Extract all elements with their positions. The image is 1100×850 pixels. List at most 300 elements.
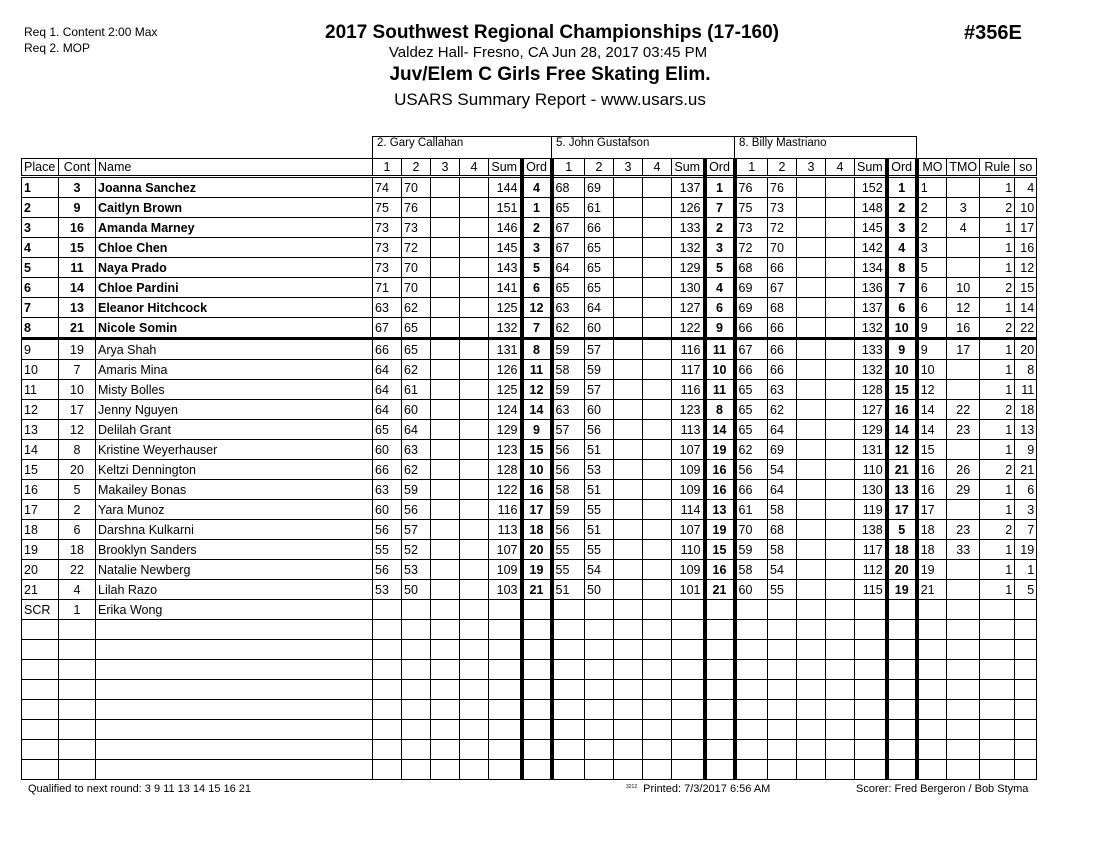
empty-row: [22, 720, 1037, 740]
judge1-m4-cell: [460, 620, 489, 640]
judge2-sum-cell: 129: [672, 258, 705, 278]
results-table: [21, 136, 1037, 780]
tmo-cell: [947, 700, 980, 720]
judge1-m2-cell: 76: [402, 198, 431, 218]
judge2-ord-cell: [705, 600, 735, 620]
judge1-sum-cell: 132: [489, 318, 522, 339]
judge2-m1-cell: 63: [552, 298, 585, 318]
event-number: #356E: [964, 22, 1022, 44]
judge3-m4-cell: [826, 460, 855, 480]
mo-cell: 5: [917, 258, 947, 278]
judge3-m1-cell: 69: [735, 298, 768, 318]
judge2-m2-cell: 60: [585, 400, 614, 420]
judge1-m2-cell: 56: [402, 500, 431, 520]
judge1-m1-cell: 73: [373, 238, 402, 258]
judge3-ord-cell: 8: [887, 258, 917, 278]
judge1-m1-cell: 60: [373, 500, 402, 520]
judge3-m1-cell: [735, 720, 768, 740]
judge2-sum-cell: 127: [672, 298, 705, 318]
place-cell: 2: [22, 198, 59, 218]
judge1-sum-cell: 123: [489, 440, 522, 460]
table-row: [22, 500, 1037, 520]
name-cell: [96, 680, 373, 700]
tmo-cell: 16: [947, 318, 980, 339]
name-cell: Brooklyn Sanders: [96, 540, 373, 560]
judge3-m1-cell: 69: [735, 278, 768, 298]
judge2-m1-cell: 67: [552, 218, 585, 238]
judge3-sum-cell: [855, 700, 887, 720]
judge2-m2-cell: 53: [585, 460, 614, 480]
judge3-sum-cell: 148: [855, 198, 887, 218]
judge2-ord-cell: [705, 680, 735, 700]
so-cell: 10: [1015, 198, 1037, 218]
judge3-m2-cell: [768, 740, 797, 760]
table-row: [22, 339, 1037, 360]
judge1-m3-cell: [431, 760, 460, 780]
judge2-m2-cell: [585, 620, 614, 640]
judge3-sum-cell: 145: [855, 218, 887, 238]
place-cell: [22, 640, 59, 660]
judge3-m4-cell: [826, 278, 855, 298]
mo-cell: [917, 740, 947, 760]
name-cell: Eleanor Hitchcock: [96, 298, 373, 318]
judge1-ord-cell: [522, 660, 552, 680]
judge2-m1-cell: 64: [552, 258, 585, 278]
judge1-m4-cell: [460, 198, 489, 218]
judge3-m2-cell: 55: [768, 580, 797, 600]
so-cell: 21: [1015, 460, 1037, 480]
judge2-m1-cell: [552, 680, 585, 700]
name-cell: Joanna Sanchez: [96, 177, 373, 198]
place-cell: 11: [22, 380, 59, 400]
name-cell: Chloe Pardini: [96, 278, 373, 298]
judge2-m4-cell: [643, 258, 672, 278]
judge1-m1-cell: 73: [373, 258, 402, 278]
judge3-m1-cell: 73: [735, 218, 768, 238]
requirement-1: Req 1. Content 2:00 Max: [24, 25, 158, 39]
judge1-m1-cell: 66: [373, 460, 402, 480]
mo-cell: 9: [917, 339, 947, 360]
judge2-m3-cell: [614, 740, 643, 760]
judge3-m4-cell: [826, 360, 855, 380]
cont-cell: 12: [59, 420, 96, 440]
judge2-m1-cell: 62: [552, 318, 585, 339]
judge1-m1-cell: 53: [373, 580, 402, 600]
judge2-m3-cell: [614, 258, 643, 278]
judge3-m2-cell: [768, 660, 797, 680]
judge2-m1-cell: [552, 660, 585, 680]
judge-3-name: 8. Billy Mastriano: [735, 137, 917, 159]
judge1-sum-cell: [489, 660, 522, 680]
judge2-m1-cell: [552, 620, 585, 640]
rule-cell: 1: [980, 298, 1015, 318]
judge1-sum-cell: 144: [489, 177, 522, 198]
judge3-ord-cell: 3: [887, 218, 917, 238]
judge2-ord-cell: 4: [705, 278, 735, 298]
judge2-ord-cell: 5: [705, 258, 735, 278]
judge1-sum-cell: 113: [489, 520, 522, 540]
judge2-ord-cell: 11: [705, 339, 735, 360]
judge1-sum-cell: 126: [489, 360, 522, 380]
judge2-m1-cell: 67: [552, 238, 585, 258]
table-row: [22, 560, 1037, 580]
rule-cell: [980, 660, 1015, 680]
judge2-sum-cell: [672, 660, 705, 680]
name-cell: [96, 760, 373, 780]
judge2-ord-cell: 7: [705, 198, 735, 218]
judge3-m3-cell: [797, 258, 826, 278]
table-row: [22, 480, 1037, 500]
judge1-m1-cell: 67: [373, 318, 402, 339]
judge1-m3-cell: [431, 400, 460, 420]
judge2-m4-cell: [643, 540, 672, 560]
judge1-m3-cell: [431, 278, 460, 298]
judge3-m3-cell: [797, 760, 826, 780]
rule-cell: [980, 740, 1015, 760]
judge1-m2-cell: 65: [402, 318, 431, 339]
judge2-m2-cell: 50: [585, 580, 614, 600]
mo-cell: 6: [917, 298, 947, 318]
rule-cell: 1: [980, 480, 1015, 500]
judge3-m3-cell: [797, 360, 826, 380]
judge2-m4-cell: [643, 278, 672, 298]
name-cell: Arya Shah: [96, 339, 373, 360]
rule-cell: 2: [980, 460, 1015, 480]
table-row: [22, 420, 1037, 440]
col-j2-sum: Sum: [672, 159, 705, 177]
cont-cell: [59, 760, 96, 780]
tmo-cell: [947, 600, 980, 620]
so-cell: 20: [1015, 339, 1037, 360]
judge1-m3-cell: [431, 680, 460, 700]
judge3-m1-cell: 75: [735, 198, 768, 218]
judge2-m3-cell: [614, 318, 643, 339]
judge2-m2-cell: 65: [585, 238, 614, 258]
judge2-m1-cell: 65: [552, 198, 585, 218]
judge3-m4-cell: [826, 420, 855, 440]
judge3-m1-cell: 65: [735, 400, 768, 420]
judge3-m3-cell: [797, 380, 826, 400]
judge1-m3-cell: [431, 740, 460, 760]
table-row: [22, 520, 1037, 540]
judge1-m4-cell: [460, 339, 489, 360]
judge1-m4-cell: [460, 520, 489, 540]
judge2-sum-cell: 130: [672, 278, 705, 298]
tmo-cell: [947, 760, 980, 780]
judge2-m4-cell: [643, 600, 672, 620]
tmo-cell: [947, 238, 980, 258]
judge2-sum-cell: [672, 680, 705, 700]
judge2-m1-cell: [552, 760, 585, 780]
judge3-m1-cell: 72: [735, 238, 768, 258]
judge1-sum-cell: 145: [489, 238, 522, 258]
judge1-sum-cell: 141: [489, 278, 522, 298]
judge1-ord-cell: 21: [522, 580, 552, 600]
judge1-m2-cell: 64: [402, 420, 431, 440]
venue-datetime: Valdez Hall- Fresno, CA Jun 28, 2017 03:45 PM: [388, 44, 708, 61]
judge1-ord-cell: 10: [522, 460, 552, 480]
cont-cell: 5: [59, 480, 96, 500]
so-cell: 14: [1015, 298, 1037, 318]
judge1-m4-cell: [460, 580, 489, 600]
judge3-m4-cell: [826, 258, 855, 278]
judge3-ord-cell: [887, 740, 917, 760]
tmo-cell: 22: [947, 400, 980, 420]
tmo-cell: 3: [947, 198, 980, 218]
judge3-m1-cell: 61: [735, 500, 768, 520]
judge2-m3-cell: [614, 560, 643, 580]
judge1-m4-cell: [460, 640, 489, 660]
judge2-ord-cell: [705, 760, 735, 780]
judge3-m1-cell: 66: [735, 318, 768, 339]
judge3-m2-cell: 54: [768, 460, 797, 480]
table-row: [22, 460, 1037, 480]
judge3-ord-cell: 19: [887, 580, 917, 600]
judge3-m1-cell: [735, 620, 768, 640]
judge2-m1-cell: [552, 740, 585, 760]
cont-cell: 10: [59, 380, 96, 400]
col-j2-m1: 1: [552, 159, 585, 177]
judge3-m3-cell: [797, 740, 826, 760]
mo-cell: 6: [917, 278, 947, 298]
judge3-sum-cell: 131: [855, 440, 887, 460]
mo-cell: 16: [917, 480, 947, 500]
judge-1-name: 2. Gary Callahan: [373, 137, 552, 159]
judge1-m1-cell: [373, 640, 402, 660]
judge2-ord-cell: [705, 640, 735, 660]
judge3-m3-cell: [797, 339, 826, 360]
col-j2-m4: 4: [643, 159, 672, 177]
judge3-m3-cell: [797, 500, 826, 520]
judge2-m2-cell: 56: [585, 420, 614, 440]
judge3-ord-cell: 4: [887, 238, 917, 258]
judge1-m1-cell: [373, 660, 402, 680]
table-row: [22, 360, 1037, 380]
judge3-m2-cell: 54: [768, 560, 797, 580]
cont-cell: 15: [59, 238, 96, 258]
judge2-m4-cell: [643, 238, 672, 258]
so-cell: [1015, 760, 1037, 780]
judge3-m1-cell: 65: [735, 380, 768, 400]
judge3-m1-cell: [735, 680, 768, 700]
place-cell: [22, 760, 59, 780]
judge2-sum-cell: 126: [672, 198, 705, 218]
so-cell: [1015, 680, 1037, 700]
place-cell: 19: [22, 540, 59, 560]
judge1-m2-cell: 57: [402, 520, 431, 540]
judge3-sum-cell: [855, 720, 887, 740]
judge1-m4-cell: [460, 540, 489, 560]
tmo-cell: [947, 620, 980, 640]
judge2-sum-cell: 109: [672, 480, 705, 500]
judge3-m2-cell: 58: [768, 540, 797, 560]
empty-row: [22, 760, 1037, 780]
so-cell: 6: [1015, 480, 1037, 500]
judge2-sum-cell: [672, 740, 705, 760]
judge1-sum-cell: 122: [489, 480, 522, 500]
judge2-m3-cell: [614, 580, 643, 600]
judge2-ord-cell: 10: [705, 360, 735, 380]
judge3-ord-cell: 17: [887, 500, 917, 520]
so-cell: [1015, 700, 1037, 720]
judge3-m4-cell: [826, 680, 855, 700]
judge2-m2-cell: [585, 600, 614, 620]
judge3-m2-cell: 67: [768, 278, 797, 298]
empty-row: [22, 700, 1037, 720]
judge3-sum-cell: 112: [855, 560, 887, 580]
judge1-ord-cell: 12: [522, 298, 552, 318]
judge1-m4-cell: [460, 238, 489, 258]
judge2-sum-cell: 107: [672, 520, 705, 540]
table-row: [22, 177, 1037, 198]
empty-row: [22, 680, 1037, 700]
so-cell: 5: [1015, 580, 1037, 600]
judge2-ord-cell: 21: [705, 580, 735, 600]
judge1-m1-cell: 64: [373, 380, 402, 400]
tmo-cell: [947, 580, 980, 600]
judge2-m1-cell: 51: [552, 580, 585, 600]
judge3-ord-cell: [887, 600, 917, 620]
name-cell: Kristine Weyerhauser: [96, 440, 373, 460]
judge2-m3-cell: [614, 700, 643, 720]
judge1-m4-cell: [460, 218, 489, 238]
judge2-sum-cell: [672, 760, 705, 780]
judge3-m3-cell: [797, 700, 826, 720]
judge2-m4-cell: [643, 380, 672, 400]
judge2-m3-cell: [614, 600, 643, 620]
judge3-m1-cell: 60: [735, 580, 768, 600]
judge3-m4-cell: [826, 400, 855, 420]
so-cell: [1015, 720, 1037, 740]
rule-cell: 2: [980, 318, 1015, 339]
judge3-sum-cell: 119: [855, 500, 887, 520]
place-cell: 7: [22, 298, 59, 318]
judge2-m2-cell: 55: [585, 540, 614, 560]
judge1-m3-cell: [431, 480, 460, 500]
judge3-sum-cell: 115: [855, 580, 887, 600]
judge3-m4-cell: [826, 720, 855, 740]
cont-cell: 14: [59, 278, 96, 298]
judge2-m4-cell: [643, 460, 672, 480]
col-j2-m3: 3: [614, 159, 643, 177]
place-cell: 5: [22, 258, 59, 278]
rule-cell: 1: [980, 580, 1015, 600]
judge1-m1-cell: 64: [373, 360, 402, 380]
place-cell: [22, 720, 59, 740]
judge2-m1-cell: [552, 640, 585, 660]
judge2-m2-cell: 65: [585, 278, 614, 298]
tmo-cell: [947, 440, 980, 460]
judge2-m3-cell: [614, 360, 643, 380]
tmo-cell: [947, 258, 980, 278]
judge1-m4-cell: [460, 740, 489, 760]
judge3-m1-cell: 59: [735, 540, 768, 560]
judge2-m2-cell: 51: [585, 480, 614, 500]
judge3-sum-cell: [855, 740, 887, 760]
judge2-m1-cell: 68: [552, 177, 585, 198]
col-j1-ord: Ord: [522, 159, 552, 177]
judge2-m2-cell: 57: [585, 380, 614, 400]
judge2-m3-cell: [614, 620, 643, 640]
name-cell: Misty Bolles: [96, 380, 373, 400]
judge2-m3-cell: [614, 440, 643, 460]
rule-cell: 1: [980, 500, 1015, 520]
so-cell: 1: [1015, 560, 1037, 580]
rule-cell: 1: [980, 560, 1015, 580]
judge3-m2-cell: 58: [768, 500, 797, 520]
place-cell: 4: [22, 238, 59, 258]
cont-cell: 3: [59, 177, 96, 198]
judge2-m3-cell: [614, 380, 643, 400]
judge2-ord-cell: 16: [705, 560, 735, 580]
table-row: [22, 600, 1037, 620]
judge2-m4-cell: [643, 318, 672, 339]
judge1-ord-cell: 6: [522, 278, 552, 298]
mo-cell: 14: [917, 420, 947, 440]
tmo-cell: [947, 380, 980, 400]
judge3-m2-cell: 69: [768, 440, 797, 460]
judge3-ord-cell: 10: [887, 360, 917, 380]
judge2-m1-cell: [552, 700, 585, 720]
judge2-m1-cell: 63: [552, 400, 585, 420]
judge1-m2-cell: [402, 720, 431, 740]
judge3-m2-cell: 62: [768, 400, 797, 420]
judge1-m2-cell: 62: [402, 360, 431, 380]
judge1-m4-cell: [460, 380, 489, 400]
judge2-m1-cell: 59: [552, 380, 585, 400]
rule-cell: 2: [980, 400, 1015, 420]
judge1-sum-cell: [489, 700, 522, 720]
judge2-m2-cell: 65: [585, 258, 614, 278]
judge3-sum-cell: 117: [855, 540, 887, 560]
col-j3-sum: Sum: [855, 159, 887, 177]
mo-cell: 19: [917, 560, 947, 580]
judge1-m2-cell: 61: [402, 380, 431, 400]
table-row: [22, 440, 1037, 460]
judge1-sum-cell: 124: [489, 400, 522, 420]
judge2-m4-cell: [643, 700, 672, 720]
judge2-m4-cell: [643, 339, 672, 360]
judge2-m1-cell: 55: [552, 560, 585, 580]
judge1-m4-cell: [460, 460, 489, 480]
judge3-m4-cell: [826, 540, 855, 560]
judge1-m2-cell: 50: [402, 580, 431, 600]
judge1-m2-cell: 59: [402, 480, 431, 500]
judge1-ord-cell: 12: [522, 380, 552, 400]
judge-2-name: 5. John Gustafson: [552, 137, 735, 159]
empty-row: [22, 640, 1037, 660]
rule-cell: [980, 700, 1015, 720]
judge1-m1-cell: 74: [373, 177, 402, 198]
judge1-m2-cell: [402, 680, 431, 700]
judge2-m2-cell: 57: [585, 339, 614, 360]
judge1-m3-cell: [431, 520, 460, 540]
judge1-sum-cell: [489, 740, 522, 760]
judge2-ord-cell: [705, 740, 735, 760]
name-cell: [96, 620, 373, 640]
rule-cell: 1: [980, 360, 1015, 380]
cont-cell: 21: [59, 318, 96, 339]
judge2-m4-cell: [643, 760, 672, 780]
judge1-sum-cell: 109: [489, 560, 522, 580]
tmo-cell: [947, 720, 980, 740]
judge3-sum-cell: 127: [855, 400, 887, 420]
judge1-m2-cell: [402, 620, 431, 640]
judge2-m3-cell: [614, 218, 643, 238]
judge3-sum-cell: 129: [855, 420, 887, 440]
judge2-m1-cell: [552, 600, 585, 620]
judge1-m4-cell: [460, 720, 489, 740]
